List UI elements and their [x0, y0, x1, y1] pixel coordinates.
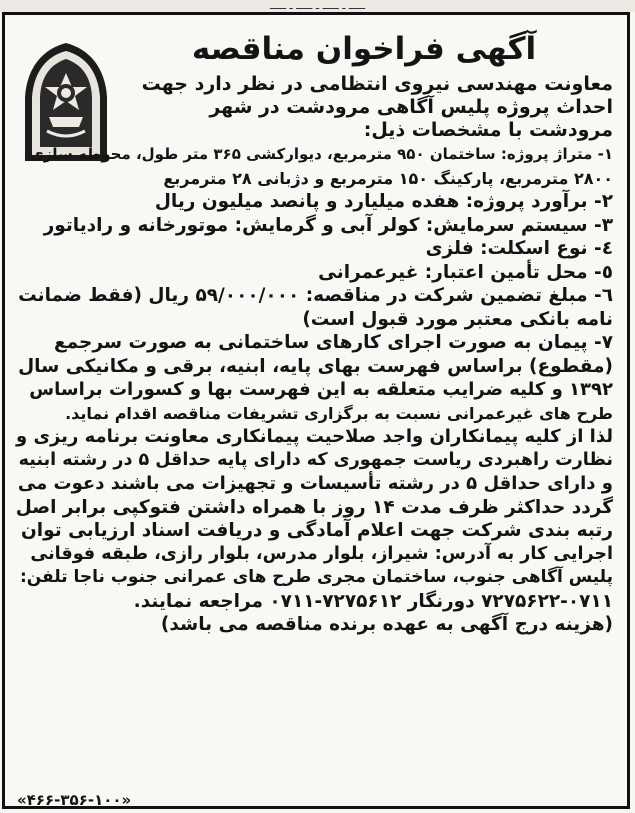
body-line: گردد حداکثر ظرف مدت ۱۴ روز با همراه داشتن فتوکپی برابر اصل — [15, 496, 613, 518]
spec-item-estimate: ۲- برآورد پروژه: هفده میلیارد و پانصد میلیون ریال — [154, 191, 613, 212]
ad-title: آگهی فراخوان مناقصه — [191, 31, 537, 67]
intro-line: احداث پروژه پلیس آگاهی مرودشت در شهر — [209, 96, 613, 118]
spec-item-guarantee-cont: نامه بانکی معتبر مورد قبول است) — [302, 308, 613, 330]
body-line: طرح های غیرعمرانی نسبت به برگزاری تشریفات مناقصه اقدام نماید. — [65, 403, 613, 423]
body-line: ۱۳۹۲ و کلیه ضرایب متعلقه به این فهرست بها و کسورات براساس — [29, 379, 613, 400]
body-line: و دارای حداقل ۵ در رشته تأسیسات و تجهیزات می باشند دعوت می — [17, 473, 613, 494]
body-line: رتبه بندی شرکت جهت اعلام آمادگی و دریافت اسناد ارزیابی توان — [20, 520, 613, 541]
intro-line: معاونت مهندسی نیروی انتظامی در نظر دارد جهت — [141, 73, 613, 95]
intro-paragraph — [119, 73, 613, 142]
fee-note: (هزینه درج آگهی به عهده برنده مناقصه می باشد) — [160, 614, 613, 635]
advertisement-frame — [2, 12, 630, 809]
intro-line: مرودشت با مشخصات ذیل: — [363, 119, 613, 141]
spec-item-contract: ۷- پیمان به صورت اجرای کارهای ساختمانی به صورت سرجمع — [53, 332, 613, 353]
ad-body — [15, 143, 613, 637]
ad-code: «۴۶۶-۳۵۶-۱۰۰» — [17, 791, 132, 809]
address-line: پلیس آگاهی جنوب، ساختمان مجری طرح های عمرانی جنوب ناجا تلفن: — [19, 567, 613, 587]
top-cut-strip: ـــــ ـ ـــــ ـ ـــــ ـ ـــــ — [0, 0, 635, 12]
spec-item-structure: ٤- نوع اسکلت: فلزی — [425, 238, 613, 259]
phone-line: ۷۲۷۵۶۲۲-۰۷۱۱ دورنگار ۷۲۷۵۶۱۲-۰۷۱۱ مراجعه نمایند. — [133, 590, 613, 612]
body-line: نظارت راهبردی ریاست جمهوری که دارای پایه حداقل ۵ در رشته ابنیه — [18, 449, 613, 470]
address-line: اجرایی کار به آدرس: شیراز، بلوار مدرس، بلوار رازی، طبقه فوقانی — [30, 543, 613, 564]
body-line: (مقطوع) براساس فهرست بهای پایه، ابنیه، برقی و مکانیکی سال — [18, 355, 613, 377]
spec-item-area-cont: ۲۸۰۰ مترمربع، پارکینگ ۱۵۰ مترمربع و دژبانی ۲۸ مترمربع — [163, 168, 613, 188]
spec-item-guarantee: ٦- مبلغ تضمین شرکت در مناقصه: ۵۹/۰۰۰/۰۰۰ ریال (فقط ضمانت — [18, 285, 613, 306]
body-line: لذا از کلیه پیمانکاران واجد صلاحیت پیمانکاری معاونت برنامه ریزی و — [16, 426, 613, 447]
spec-item-hvac: ۳- سیستم سرمایش: کولر آبی و گرمایش: موتورخانه و رادیاتور — [43, 214, 613, 236]
spec-item-area: ۱- متراژ پروژه: ساختمان ۹۵۰ مترمربع، دیوارکشی ۳۶۵ متر طول، محوطه سازی — [30, 145, 613, 163]
spec-item-funding: ٥- محل تأمین اعتبار: غیرعمرانی — [318, 261, 613, 283]
